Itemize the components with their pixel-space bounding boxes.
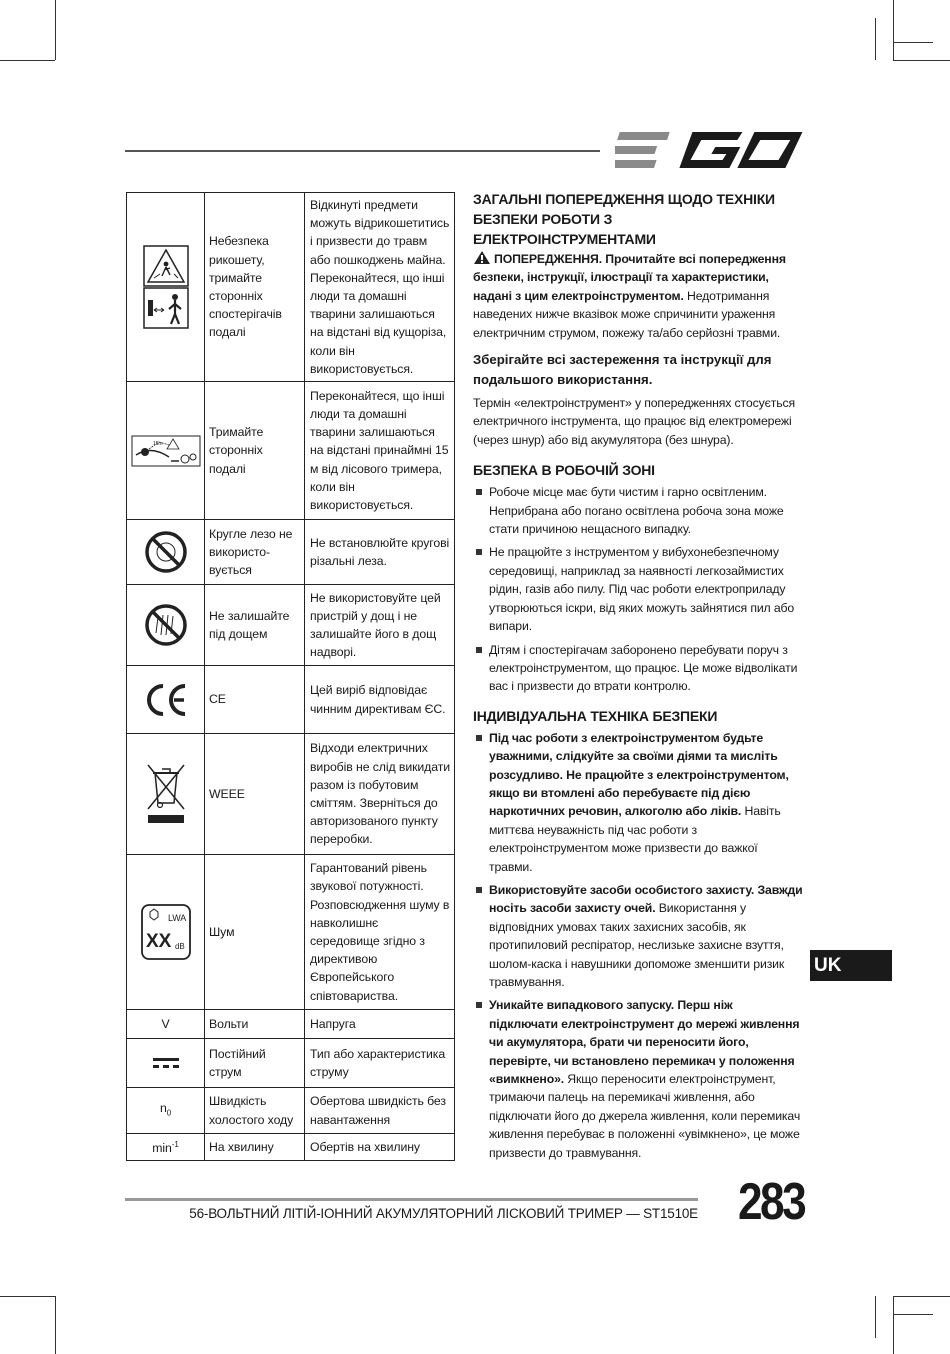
footer-rule bbox=[125, 1198, 698, 1201]
ricochet-bystander-icon bbox=[127, 193, 205, 382]
symbol-name: Небезпека рикошету, тримайте сторонніх спостерігачів подалі bbox=[205, 193, 305, 382]
table-row bbox=[127, 193, 455, 382]
weee-bin-icon bbox=[127, 734, 205, 855]
svg-text:LWA: LWA bbox=[167, 913, 186, 923]
crop-mark bbox=[0, 1296, 55, 1297]
crop-mark bbox=[893, 1296, 950, 1297]
crop-mark bbox=[893, 60, 950, 61]
symbol-name: На хвилину bbox=[205, 1134, 305, 1161]
page-number: 283 bbox=[738, 1173, 805, 1231]
save-instructions-heading: Зберігайте всі застереження та інструкції для подальшого використання. bbox=[473, 352, 772, 388]
list-item: Під час роботи з електроінструментом будьте уважними, слідкуйте за своїми діями та мисліть розсудливо. Не працюйте з електроінструментом, якщо ви втомлені або перебуваєте під дією наркотичних речовин, алкоголю або ліків. Навіть миттєва неуважність під час роботи з електроінструментом може призвести до важкої травми. bbox=[473, 729, 803, 876]
symbol-description: Не використовуйте цей пристрій у дощ і не залишайте його в дощ надворі. bbox=[305, 585, 455, 666]
table-row bbox=[127, 1010, 455, 1039]
symbol-name: CE bbox=[205, 666, 305, 734]
symbol-description: Не встановлюйте кругові різальні леза. bbox=[305, 520, 455, 585]
table-row bbox=[127, 734, 455, 855]
symbol-description: Тип або характеристика струму bbox=[305, 1039, 455, 1088]
symbol-name: Швидкість холостого ходу bbox=[205, 1088, 305, 1134]
section-heading: БЕЗПЕКА В РОБОЧІЙ ЗОНІ bbox=[473, 462, 655, 479]
warning-paragraph bbox=[473, 250, 803, 342]
table-row bbox=[127, 1088, 455, 1134]
no-rain-icon bbox=[127, 585, 205, 666]
warning-triangle-icon bbox=[473, 250, 491, 265]
warning-label: ПОПЕРЕДЖЕННЯ bbox=[494, 252, 599, 266]
svg-text:15m: 15m bbox=[152, 440, 162, 447]
list-item: Уникайте випадкового запуску. Перш ніж підключати електроінструмент до мережі живлення чи акумулятора, брати чи переносити його, перевірте, чи встановлено перемикач у положення «вимкнено». Якщо переносити електроінструмент, тримаючи палець на перемикачі живлення, або підключати його до джерела живлення, коли перемикач живлення перебуває в положенні «увімкнено», це може призвести до травмування. bbox=[473, 996, 803, 1162]
volt-symbol: V bbox=[127, 1010, 205, 1039]
ce-mark-icon bbox=[127, 666, 205, 734]
table-row bbox=[127, 585, 455, 666]
table-row bbox=[127, 520, 455, 585]
symbol-name: Вольти bbox=[205, 1010, 305, 1039]
symbol-description: Напруга bbox=[305, 1010, 455, 1039]
no-load-speed-symbol: $n_0$ bbox=[127, 1088, 205, 1134]
symbol-description: Відкинуті предмети можуть відрикошетитись і призвести до травм або пошкоджень майна. Переконайтеся, що інші люди та домашні тварини залишаються на відстані від кущоріза, коли він використовується. bbox=[305, 193, 455, 382]
section-heading: ІНДИВІДУАЛЬНА ТЕХНІКА БЕЗПЕКИ bbox=[473, 707, 718, 724]
warning-text: Недотримання наведених нижче вказівок може спричинити ураження електричним струмом, пожежу та/або серйозні травми. bbox=[473, 288, 781, 340]
symbol-name: Кругле лезо не використо-вується bbox=[205, 520, 305, 585]
table-row bbox=[127, 855, 455, 1010]
crop-mark bbox=[893, 0, 894, 60]
crop-mark bbox=[875, 18, 876, 60]
list-item: Використовуйте засоби особистого захисту. Завжди носіть засоби захисту очей. Використання у відповідних умовах таких захисних засобів, як протипиловий респіратор, неслизьке захисне взуття, шолом-каска і навушники допоможе зменшити ризик травмування. bbox=[473, 881, 803, 991]
list-item: Робоче місце має бути чистим і гарно освітленим. Неприбрана або погано освітлена робоча зона може стати причиною нещасного випадку. bbox=[473, 483, 803, 538]
noise-level-icon bbox=[127, 855, 205, 1010]
symbol-description: Переконайтеся, що інші люди та домашні тварини залишаються на відстані принаймні 15 м від лісового тримера, коли він використовується. bbox=[305, 382, 455, 520]
per-minute-symbol: $\min^{-1}$ bbox=[127, 1134, 205, 1161]
personal-safety-list bbox=[473, 729, 803, 1162]
term-definition: Термін «електроінструмент» у попередженнях стосується електричного інструмента, що працює від електромережі (через шнур) або від акумулятора (без шнура). bbox=[473, 396, 795, 447]
footer-title: 56-ВОЛЬТНИЙ ЛІТІЙ-ІОННИЙ АКУМУЛЯТОРНИЙ ЛІСКОВИЙ ТРИМЕР — ST1510E bbox=[189, 1206, 698, 1221]
warning-bold-text: . Прочитайте всі попередження безпеки, інструкції, ілюстрації та характеристики, надані з цим електроінструментом. bbox=[473, 252, 786, 303]
symbol-name: Тримайте сторонніх подалі bbox=[205, 382, 305, 520]
svg-text:dB: dB bbox=[174, 942, 185, 951]
symbol-description: Обертова швидкість без навантаження bbox=[305, 1088, 455, 1134]
symbol-name: Шум bbox=[205, 855, 305, 1010]
symbol-name: Постійний струм bbox=[205, 1039, 305, 1088]
list-item: Дітям і спостерігачам заборонено перебувати поруч з електроінструментом, що працює. Це може відволікати вас і призвести до втрати контролю. bbox=[473, 641, 803, 696]
symbol-name: Не залишайте під дощем bbox=[205, 585, 305, 666]
symbol-description: Гарантований рівень звукової потужності. Розповсюдження шуму в навколишнє середовище згідно з директивою Європейського співтовариства. bbox=[305, 855, 455, 1010]
header-rule bbox=[125, 150, 600, 152]
symbol-name: WEEE bbox=[205, 734, 305, 855]
keep-distance-15m-icon bbox=[127, 382, 205, 520]
work-area-list bbox=[473, 483, 803, 695]
table-row bbox=[127, 1039, 455, 1088]
symbol-description: Відходи електричних виробів не слід викидати разом із побутовим сміттям. Зверніться до авторизованого пункту переробки. bbox=[305, 734, 455, 855]
list-item: Не працюйте з інструментом у вибухонебезпечному середовищі, наприклад за наявності легкозаймистих рідин, газів або пилу. Під час роботи електроприладу утворюються іскри, від яких можуть зайнятися пил або випари. bbox=[473, 543, 803, 635]
crop-mark bbox=[55, 1296, 56, 1354]
table-row bbox=[127, 666, 455, 734]
table-row bbox=[127, 1134, 455, 1161]
symbol-description: Обертів на хвилину bbox=[305, 1134, 455, 1161]
crop-mark bbox=[893, 1314, 933, 1315]
language-tab: UK bbox=[810, 950, 892, 981]
crop-mark bbox=[875, 1296, 876, 1338]
section-heading: ЗАГАЛЬНІ ПОПЕРЕДЖЕННЯ ЩОДО ТЕХНІКИ БЕЗПЕКИ РОБОТИ З ЕЛЕКТРОІНСТРУМЕНТАМИ bbox=[473, 191, 775, 247]
symbols-table bbox=[126, 192, 455, 1161]
safety-warnings-column bbox=[473, 189, 803, 1162]
crop-mark bbox=[55, 0, 56, 60]
direct-current-icon bbox=[127, 1039, 205, 1088]
crop-mark bbox=[893, 1296, 894, 1354]
ego-logo bbox=[615, 128, 805, 172]
no-circular-blade-icon bbox=[127, 520, 205, 585]
table-row bbox=[127, 382, 455, 520]
svg-text:XX: XX bbox=[145, 931, 171, 952]
symbol-description: Цей виріб відповідає чинним директивам ЄС. bbox=[305, 666, 455, 734]
crop-mark bbox=[893, 42, 933, 43]
crop-mark bbox=[0, 60, 55, 61]
